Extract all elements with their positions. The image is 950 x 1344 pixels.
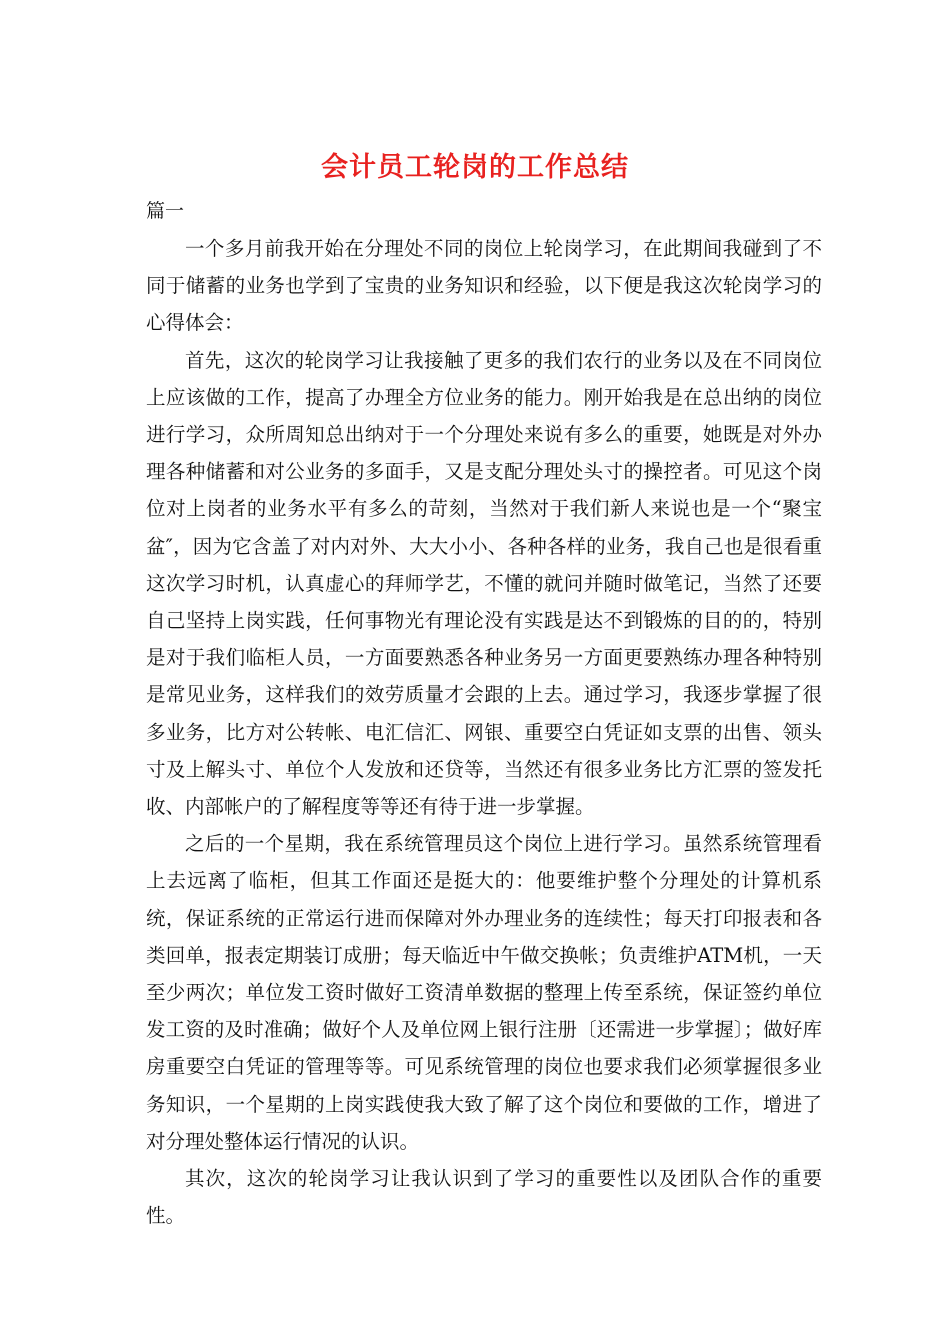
paragraph: 其次，这次的轮岗学习让我认识到了学习的重要性以及团队合作的重要性。	[146, 1167, 822, 1228]
paragraph: 之后的一个星期，我在系统管理员这个岗位上进行学习。虽然系统管理看上去远离了临柜，但其工作面还是挺大的：他要维护整个分理处的计算机系统，保证系统的正常运行进而保障对外办理业务的连续性；每天打印报表和各类回单，报表定期装订成册；每天临近中午做交换帐；负责维护ATM机，一天至少两次；单位发工资时做好工资清单数据的整理上传至系统，保证签约单位发工资的及时准确；做好个人及单位网上银行注册〔还需进一步掌握〕；做好库房重要空白凭证的管理等等。可见系统管理的岗位也要求我们必须掌握很多业务知识，一个星期的上岗实践使我大致了解了这个岗位和要做的工作，增进了对分理处整体运行情况的认识。	[146, 832, 822, 1153]
document-body	[146, 230, 822, 1234]
section-label: 篇一	[146, 200, 185, 222]
paragraph: 首先，这次的轮岗学习让我接触了更多的我们农行的业务以及在不同岗位上应该做的工作，提高了办理全方位业务的能力。刚开始我是在总出纳的岗位进行学习，众所周知总出纳对于一个分理处来说有多么的重要，她既是对外办理各种储蓄和对公业务的多面手，又是支配分理处头寸的操控者。可见这个岗位对上岗者的业务水平有多么的苛刻，当然对于我们新人来说也是一个“聚宝盆″，因为它含盖了对内对外、大大小小、各种各样的业务，我自己也是很看重这次学习时机，认真虚心的拜师学艺，不懂的就问并随时做笔记，当然了还要自己坚持上岗实践，任何事物光有理论没有实践是达不到锻炼的目的的，特别是对于我们临柜人员，一方面要熟悉各种业务另一方面更要熟练办理各种特别是常见业务，这样我们的效劳质量才会跟的上去。通过学习，我逐步掌握了很多业务，比方对公转帐、电汇信汇、网银、重要空白凭证如支票的出售、领头寸及上解头寸、单位个人发放和还贷等，当然还有很多业务比方汇票的签发托收、内部帐户的了解程度等等还有待于进一步掌握。	[146, 348, 822, 819]
paragraph: 一个多月前我开始在分理处不同的岗位上轮岗学习，在此期间我碰到了不同于储蓄的业务也学到了宝贵的业务知识和经验，以下便是我这次轮岗学习的心得体会：	[146, 237, 822, 335]
document-title: 会计员工轮岗的工作总结	[321, 152, 629, 183]
